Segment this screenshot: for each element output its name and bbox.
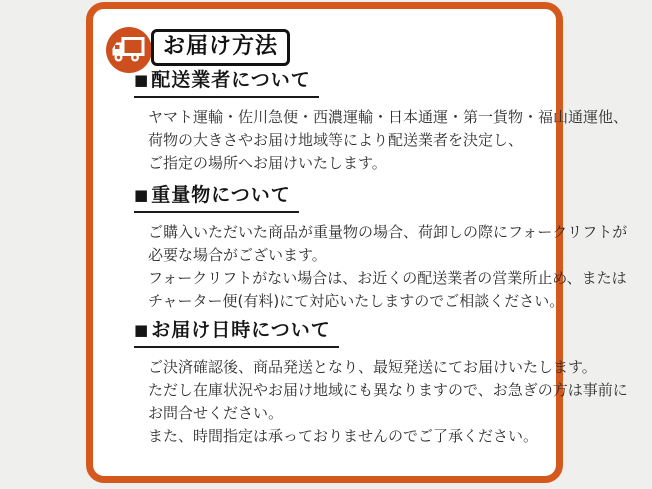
text-line: 必要な場合がございます。 [148, 245, 327, 264]
section-carriers-body [134, 106, 629, 175]
text-line: ご購入いただいた商品が重量物の場合、荷卸しの際にフォークリフトが [148, 222, 628, 241]
text-line: ただし在庫状況やお届け地域にも異なりますので、お急ぎの方は事前に [148, 380, 628, 399]
text-line: チャーター便(有料)にて対応いたしますのでご相談ください。 [148, 291, 565, 310]
section-carriers-heading [134, 68, 319, 98]
square-bullet-icon: ■ [134, 71, 150, 89]
square-bullet-icon: ■ [134, 321, 150, 339]
text-line: フォークリフトがない場合は、お近くの配送業者の営業所止め、または [148, 268, 627, 287]
page-title-text: お届け方法 [163, 34, 279, 59]
section-heavy-items-heading-text: 重量物について [151, 184, 291, 206]
text-line: 荷物の大きさやお届け地域等により配送業者を決定し、 [148, 130, 524, 149]
section-delivery-datetime-body [134, 356, 628, 448]
section-delivery-datetime-heading-text: お届け日時について [151, 319, 331, 341]
text-line: また、時間指定は承っておりませんのでご了承ください。 [148, 426, 539, 445]
section-heavy-items-heading [134, 183, 299, 213]
text-line: ご決済確認後、商品発送となり、最短発送にてお届けいたします。 [148, 357, 597, 376]
text-line: ヤマト運輸・佐川急便・西濃運輸・日本通運・第一貨物・福山通運他、 [148, 107, 629, 126]
section-delivery-datetime [134, 318, 628, 448]
truck-icon [106, 27, 152, 73]
delivery-info-card [86, 2, 629, 483]
text-line: ご指定の場所へお届けいたします。 [148, 153, 387, 172]
section-delivery-datetime-heading [134, 318, 339, 348]
section-heavy-items [134, 183, 628, 313]
section-carriers-heading-text: 配送業者について [151, 69, 311, 91]
section-heavy-items-body [134, 221, 628, 313]
section-carriers [134, 68, 629, 175]
square-bullet-icon: ■ [134, 186, 150, 204]
text-line: お問合せください。 [148, 403, 284, 422]
page-title [151, 29, 290, 66]
